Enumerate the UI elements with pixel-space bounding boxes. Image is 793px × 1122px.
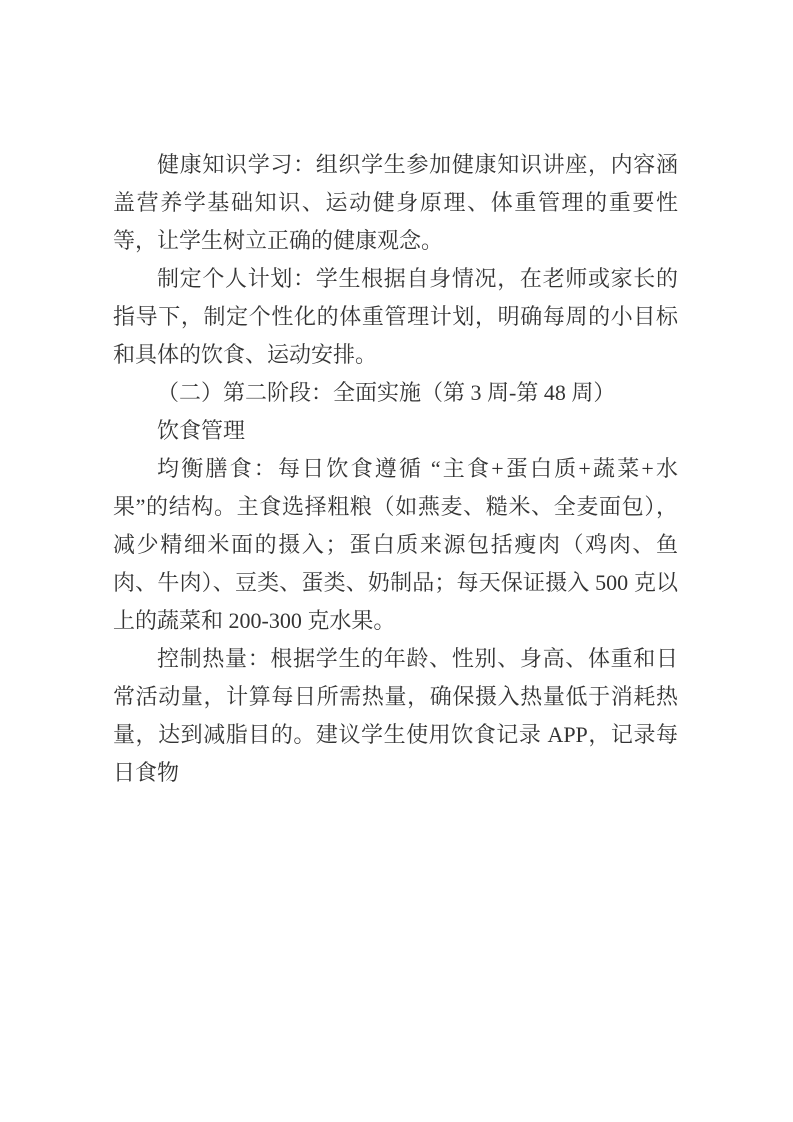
- paragraph-health-knowledge: 健康知识学习：组织学生参加健康知识讲座，内容涵盖营养学基础知识、运动健身原理、体重管理的重要性等，让学生树立正确的健康观念。: [113, 152, 678, 253]
- paragraph-balanced-diet: 均衡膳食：每日饮食遵循 “主食+蛋白质+蔬菜+水果”的结构。主食选择粗粮（如燕麦、糙米、全麦面包），减少精细米面的摄入；蛋白质来源包括瘦肉（鸡肉、鱼肉、牛肉）、豆类、蛋类、奶制品；每天保证摄入 500 克以上的蔬菜和 200-300 克水果。: [113, 456, 678, 633]
- paragraph-personal-plan: 制定个人计划：学生根据自身情况，在老师或家长的指导下，制定个性化的体重管理计划，明确每周的小目标和具体的饮食、运动安排。: [113, 266, 678, 367]
- stage-two-heading: （二）第二阶段：全面实施（第 3 周-第 48 周）: [157, 380, 616, 405]
- paragraph-calorie-control: 控制热量：根据学生的年龄、性别、身高、体重和日常活动量，计算每日所需热量，确保摄入热量低于消耗热量，达到减脂目的。建议学生使用饮食记录 APP，记录每日食物: [113, 646, 678, 785]
- diet-management-heading: 饮食管理: [157, 418, 246, 443]
- document-body: [113, 146, 678, 792]
